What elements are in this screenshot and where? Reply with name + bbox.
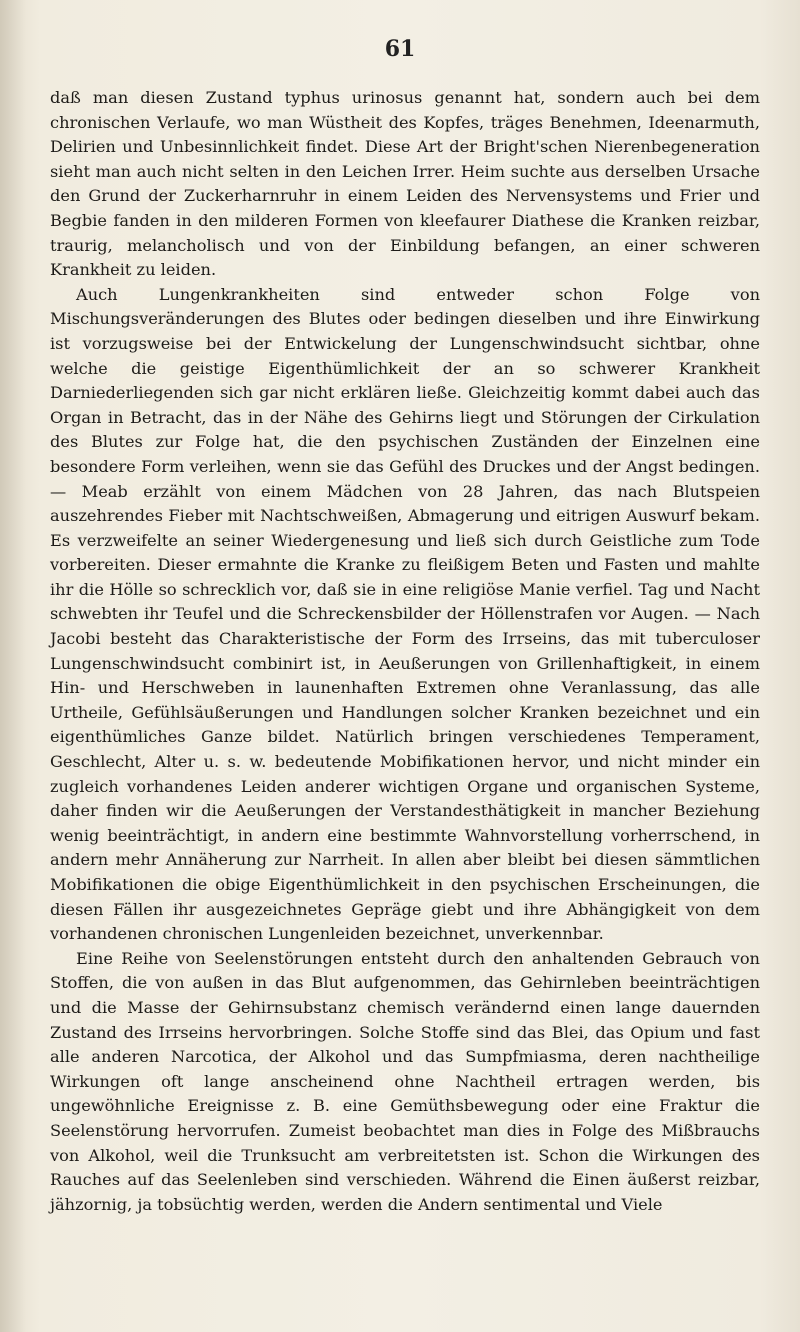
paragraph-2: Auch Lungenkrankheiten sind entweder schon Folge von Mischungsveränderungen des Blutes oder bedingen dieselben und ihre Einwirkung ist vorzugsweise bei der Entwickelung der Lungenschwindsucht sichtbar, ohne welche die geistige Eigenthümlichkeit der an so schwerer Krankheit Darniederliegenden sich gar nicht erklären ließe. Gleichzeitig kommt dabei auch das Organ in Betracht, das in der Nähe des Gehirns liegt und Störungen der Cirkulation des Blutes zur Folge hat, die den psychischen Zuständen der Einzelnen eine besondere Form verleihen, wenn sie das Gefühl des Druckes und der Angst bedingen. — Meab erzählt von einem Mädchen von 28 Jahren, das nach Blutspeien auszehrendes Fieber mit Nachtschweißen, Abmagerung und eitrigen Auswurf bekam. Es verzweifelte an seiner Wiedergenesung und ließ sich durch Geistliche zum Tode vorbereiten. Dieser ermahnte die Kranke zu fleißigem Beten und Fasten und mahlte ihr die Hölle so schrecklich vor, daß sie in eine religiöse Manie verfiel. Tag und Nacht schwebten ihr Teufel und die Schreckensbilder der Höllenstrafen vor Augen. — Nach Jacobi besteht das Charakteristische der Form des Irrseins, das mit tuberculoser Lungenschwindsucht combinirt ist, in Aeußerungen von Grillenhaftigkeit, in einem Hin- und Herschweben in launenhaften Extremen ohne Veranlassung, das alle Urtheile, Gefühlsäußerungen und Handlungen solcher Kranken bezeichnet und ein eigenthümliches Ganze bildet. Natürlich bringen verschiedenes Temperament, Geschlecht, Alter u. s. w. bedeutende Mobifikationen hervor, und nicht minder ein zugleich vorhandenes Leiden anderer wichtigen Organe und organischen Systeme, daher finden wir die Aeußerungen der Verstandesthätigkeit in mancher Beziehung wenig beeinträchtigt, in andern eine bestimmte Wahnvorstellung vorherrschend, in andern mehr Annäherung zur Narrheit. In allen aber bleibt bei diesen sämmtlichen Mobifikationen die obige Eigenthümlichkeit in den psychischen Erscheinungen, die diesen Fällen ihr ausgezeichnetes Gepräge giebt und ihre Abhängigkeit von dem vorhandenen chronischen Lungenleiden bezeichnet, unverkennbar. [50,284,760,944]
body-text [50,86,760,1217]
paragraph-3: Eine Reihe von Seelenstörungen entsteht durch den anhaltenden Gebrauch von Stoffen, die von außen in das Blut aufgenommen, das Gehirnleben beeinträchtigen und die Masse der Gehirnsubstanz chemisch verändernd einen lange dauernden Zustand des Irrseins hervorbringen. Solche Stoffe sind das Blei, das Opium und fast alle anderen Narcotica, der Alkohol und das Sumpfmiasma, deren nachtheilige Wirkungen oft lange anscheinend ohne Nachtheil ertragen werden, bis ungewöhnliche Ereignisse z. B. eine Gemüthsbewegung oder eine Fraktur die Seelenstörung hervorrufen. Zumeist beobachtet man dies in Folge des Mißbrauchs von Alkohol, weil die Trunksucht am verbreitetsten ist. Schon die Wirkungen des Rauches auf das Seelenleben sind verschieden. Während die Einen äußerst reizbar, jähzornig, ja tobsüchtig werden, werden die Andern sentimental und Viele [50,948,760,1214]
paragraph-1: daß man diesen Zustand typhus urinosus genannt hat, sondern auch bei dem chronischen Verlaufe, wo man Wüstheit des Kopfes, träges Benehmen, Ideenarmuth, Delirien und Unbesinnlichkeit findet. Diese Art der Bright'schen Nierenbegeneration sieht man auch nicht selten in den Leichen Irrer. Heim suchte aus derselben Ursache den Grund der Zuckerharnruhr in einem Leiden des Nervensystems und Frier und Begbie fanden in den milderen Formen von kleefaurer Diathese die Kranken reizbar, traurig, melancholisch und von der Einbildung befangen, an einer schweren Krankheit zu leiden. [50,88,760,280]
page-number: 61 [384,36,416,62]
binding-shadow [0,0,26,1332]
